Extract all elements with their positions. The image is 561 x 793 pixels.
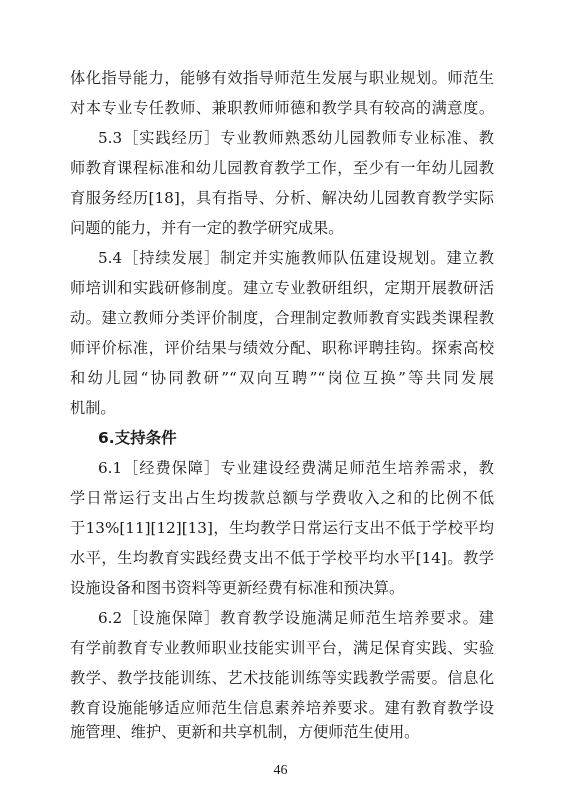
text-line: 和幼儿园“协同教研”“双向互聘”“岗位互换”等共同发展 <box>70 369 494 387</box>
text-line: 5.3［实践经历］专业教师熟悉幼儿园教师专业标准、教 <box>98 129 494 147</box>
text-line: 师评价标准，评价结果与绩效分配、职称评聘挂钩。探索高校 <box>70 339 494 357</box>
text-line: 于13%[11][12][13]，生均教学日常运行支出不低于学校平均 <box>70 519 494 537</box>
text-line: 学日常运行支出占生均拨款总额与学费收入之和的比例不低 <box>70 489 494 507</box>
text-line: 机制。 <box>70 399 116 417</box>
text-line: 教学、教学技能训练、艺术技能训练等实践教学需要。信息化 <box>70 669 494 687</box>
text-line: 问题的能力，并有一定的教学研究成果。 <box>70 219 344 237</box>
text-line: 师培训和实践研修制度。建立专业教研组织，定期开展教研活 <box>70 279 494 297</box>
text-line: 师教育课程标准和幼儿园教育教学工作，至少有一年幼儿园教 <box>70 159 494 177</box>
text-line: 设施设备和图书资料等更新经费有标准和预决算。 <box>70 579 405 597</box>
page-number: 46 <box>273 763 288 778</box>
text-line: 水平，生均教育实践经费支出不低于学校平均水平[14]。教学 <box>70 549 494 567</box>
section-heading: 6.支持条件 <box>98 429 177 447</box>
text-line: 有学前教育专业教师职业技能实训平台，满足保育实践、实验 <box>70 639 494 657</box>
text-line: 施管理、维护、更新和共享机制，方便师范生使用。 <box>70 723 420 741</box>
text-line: 动。建立教师分类评价制度，合理制定教师教育实践类课程教 <box>70 309 494 327</box>
text-line: 5.4［持续发展］制定并实施教师队伍建设规划。建立教 <box>98 249 494 267</box>
text-line: 6.1［经费保障］专业建设经费满足师范生培养需求，教 <box>98 459 494 477</box>
text-line: 体化指导能力，能够有效指导师范生发展与职业规划。师范生 <box>70 69 494 87</box>
text-line: 对本专业专任教师、兼职教师师德和教学具有较高的满意度。 <box>70 99 494 117</box>
text-line: 6.2［设施保障］教育教学设施满足师范生培养要求。建 <box>98 609 494 627</box>
text-line: 育服务经历[18]，具有指导、分析、解决幼儿园教育教学实际 <box>70 189 494 207</box>
text-line: 教育设施能够适应师范生信息素养培养要求。建有教育教学设 <box>70 699 494 717</box>
